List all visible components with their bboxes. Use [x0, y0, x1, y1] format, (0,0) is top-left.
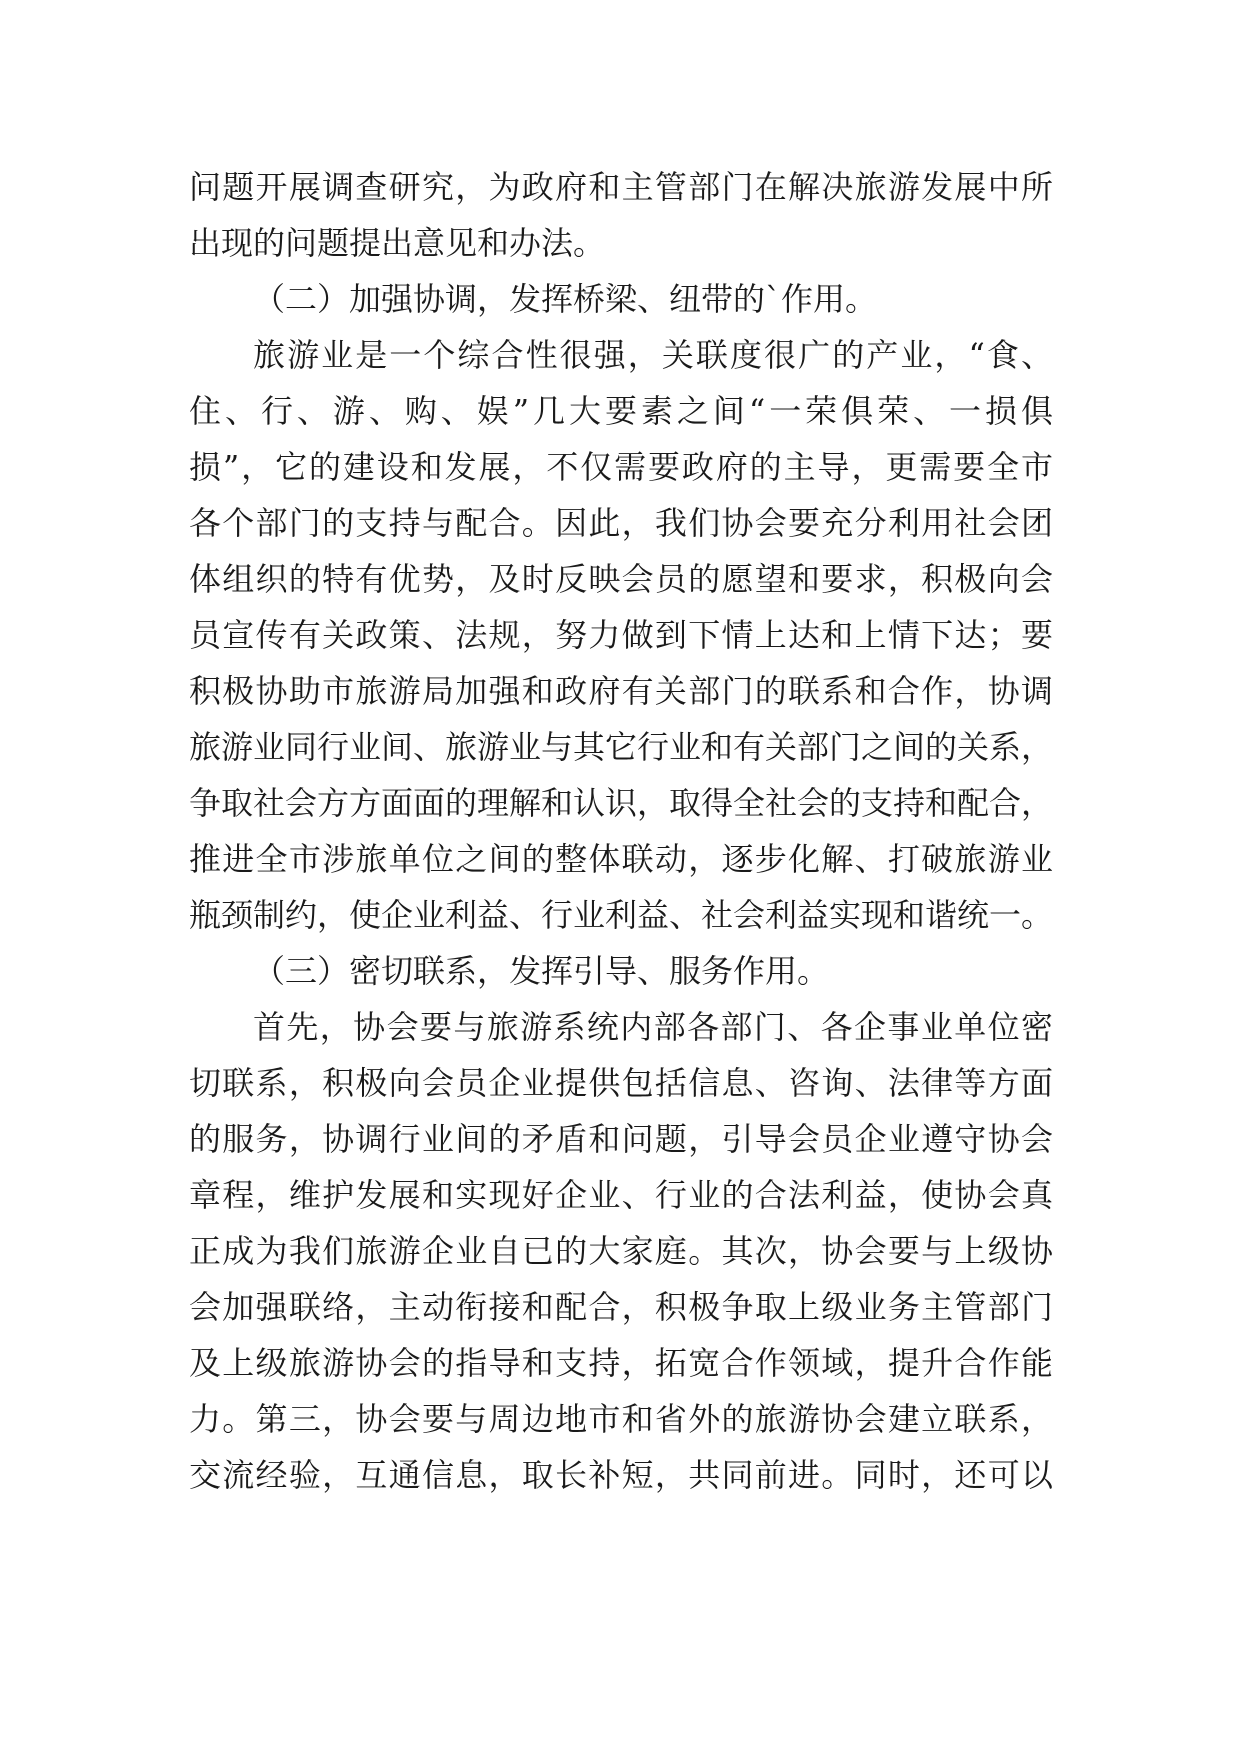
text-line: 切联系，积极向会员企业提供包括信息、咨询、法律等方面 [189, 1064, 1053, 1102]
text-line: 力。第三，协会要与周边地市和省外的旅游协会建立联系， [189, 1400, 1053, 1438]
text-line: 体组织的特有优势，及时反映会员的愿望和要求，积极向会 [189, 560, 1053, 598]
text-line: 问题开展调查研究，为政府和主管部门在解决旅游发展中所 [189, 168, 1053, 206]
text-line: 交流经验，互通信息，取长补短，共同前进。同时，还可以 [189, 1456, 1053, 1494]
text-line: 旅游业是一个综合性很强，关联度很广的产业，“食、 [253, 336, 1053, 374]
text-line: 损”，它的建设和发展，不仅需要政府的主导，更需要全市 [189, 448, 1053, 486]
text-line: 积极协助市旅游局加强和政府有关部门的联系和合作，协调 [189, 672, 1053, 710]
text-line: 旅游业同行业间、旅游业与其它行业和有关部门之间的关系， [189, 728, 1054, 766]
text-line: 会加强联络，主动衔接和配合，积极争取上级业务主管部门 [189, 1288, 1053, 1326]
text-line: 出现的问题提出意见和办法。 [189, 224, 606, 262]
text-line: 推进全市涉旅单位之间的整体联动，逐步化解、打破旅游业 [189, 840, 1053, 878]
document-body [189, 159, 1053, 1503]
section-heading: （三）密切联系，发挥引导、服务作用。 [253, 952, 830, 990]
text-line: 章程，维护发展和实现好企业、行业的合法利益，使协会真 [189, 1176, 1053, 1214]
text-line: 首先，协会要与旅游系统内部各部门、各企事业单位密 [253, 1008, 1053, 1046]
text-line: 住、行、游、购、娱”几大要素之间“一荣俱荣、一损俱 [189, 392, 1053, 430]
text-line: 的服务，协调行业间的矛盾和问题，引导会员企业遵守协会 [189, 1120, 1053, 1158]
text-line: 员宣传有关政策、法规，努力做到下情上达和上情下达；要 [189, 616, 1053, 654]
section-heading: （二）加强协调，发挥桥梁、纽带的`作用。 [253, 280, 878, 318]
text-line: 瓶颈制约，使企业利益、行业利益、社会利益实现和谐统一。 [189, 896, 1054, 934]
text-line: 正成为我们旅游企业自已的大家庭。其次，协会要与上级协 [189, 1232, 1053, 1270]
text-line: 各个部门的支持与配合。因此，我们协会要充分利用社会团 [189, 504, 1053, 542]
text-line: 争取社会方方面面的理解和认识，取得全社会的支持和配合， [189, 784, 1054, 822]
text-line: 及上级旅游协会的指导和支持，拓宽合作领域，提升合作能 [189, 1344, 1053, 1382]
